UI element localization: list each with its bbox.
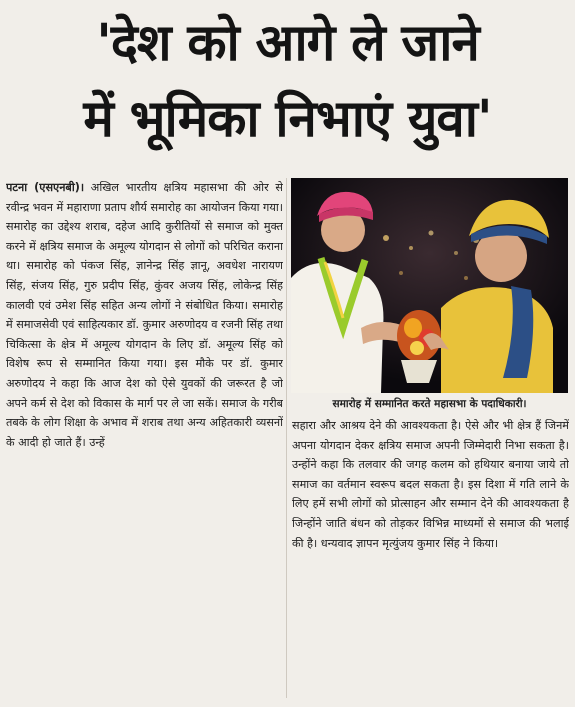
left-column-text: अखिल भारतीय क्षत्रिय महासभा की ओर से रवीन्द्र भवन में महाराणा प्रताप शौर्य समारोह का आयोजन किया गया। समारोह का उद्देश्य शराब, दहेज आदि कुरीतियों से समाज को मुक्त करने में क्षत्रिय समाज के अमूल्य योगदान से लोगों को परिचित कराना था। समारोह को पंकज सिंह, ज्ञानेन्द्र सिंह ज्ञानू, अवधेश नारायण सिंह, संजय सिंह, गुरु प्रदीप सिंह, कुंवर अजय सिंह, लोकेन्द्र सिंह कालवी एवं उमेश सिंह सहित अन्य लोगों ने संबोधित किया। समारोह में समाजसेवी एवं साहित्यकार डॉ. कुमार अरुणोदय व रजनी सिंह तथा चिकित्सा के क्षेत्र में अमूल्य योगदान के लिए डॉ. अमूल्य सिंह को विशेष रूप से सम्मानित किया गया। इस मौके पर डॉ. कुमार अरुणोदय ने कहा कि आज देश को ऐसे युवकों की जरूरत है जो अपने कर्म से देश को विकास के मार्ग पर ले जा सकें। समाज के गरीब तबके के लोग शिक्षा के अभाव में शराब तथा अन्य अहितकारी व्यसनों के आदी हो जाते हैं। उन्हें <box>6 181 283 449</box>
headline-line-1: 'देश को आगे ले जाने <box>96 14 479 73</box>
news-photo <box>291 178 568 393</box>
article-left-column <box>6 178 283 698</box>
dateline: पटना (एसएनबी)। <box>6 181 85 194</box>
photo-illustration <box>291 178 568 393</box>
headline-line-2: में भूमिका निभाएं युवा' <box>83 90 492 149</box>
article-right-column: सहारा और आश्रय देने की आवश्यकता है। ऐसे और भी क्षेत्र हैं जिनमें अपना योगदान देकर क्षत्रिय समाज अपनी जिम्मेदारी निभा सकता है। उन्होंने कहा कि तलवार की जगह कलम को हथियार बनाया जाये तो समाज का वर्तमान स्वरूप बदल सकता है। इस दिशा में गति लाने के लिए हमें सभी लोगों को प्रोत्साहन और सम्मान देने की आवश्यकता है जिन्होंने जाति बंधन को तोड़कर विभिन्न माध्यमों से समाज की भलाई की है। धन्यवाद ज्ञापन मृत्युंजय कुमार सिंह ने किया। <box>292 419 569 550</box>
column-divider <box>286 178 287 698</box>
photo-caption: समारोह में सम्मानित करते महासभा के पदाधिकारी। <box>332 398 527 410</box>
